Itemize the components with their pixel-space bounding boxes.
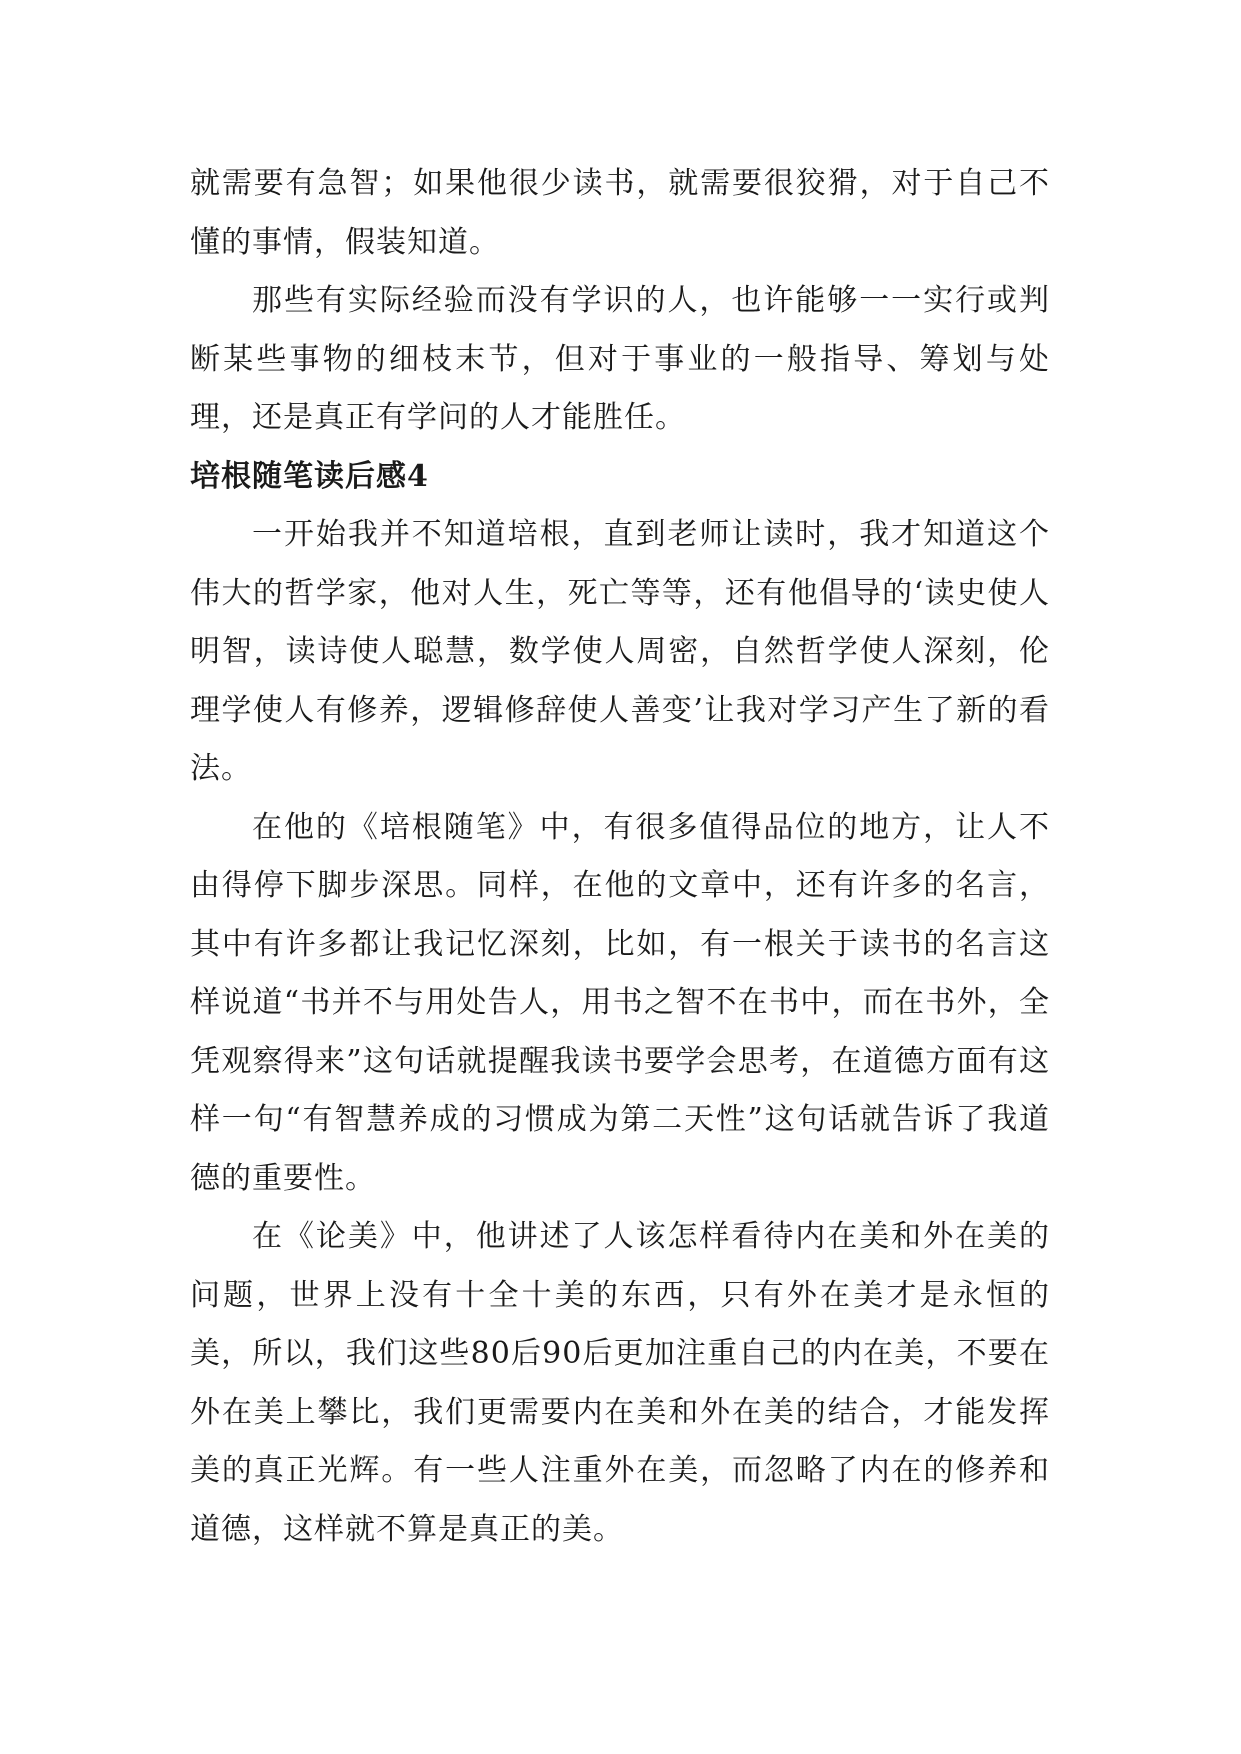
paragraph-experience: 那些有实际经验而没有学识的人，也许能够一一实行或判断某些事物的细枝末节，但对于事业的一般指导、筹划与处理，还是真正有学问的人才能胜任。 <box>190 283 1050 435</box>
paragraph-continued: 就需要有急智；如果他很少读书，就需要很狡猾，对于自己不懂的事情，假装知道。 <box>190 166 1050 260</box>
paragraph-intro: 一开始我并不知道培根，直到老师让读时，我才知道这个伟大的哲学家，他对人生，死亡等等，还有他倡导的‘读史使人明智，读诗使人聪慧，数学使人周密，自然哲学使人深刻，伦理学使人有修养，逻辑修辞使人善变’让我对学习产生了新的看法。 <box>190 517 1050 786</box>
document-body <box>190 155 1050 1559</box>
paragraph-beauty: 在《论美》中，他讲述了人该怎样看待内在美和外在美的问题，世界上没有十全十美的东西，只有外在美才是永恒的美，所以，我们这些80后90后更加注重自己的内在美，不要在外在美上攀比，我们更需要内在美和外在美的结合，才能发挥美的真正光辉。有一些人注重外在美，而忽略了内在的修养和道德，这样就不算是真正的美。 <box>190 1219 1050 1547</box>
section-heading: 培根随笔读后感4 <box>190 458 429 494</box>
paragraph-quotes: 在他的《培根随笔》中，有很多值得品位的地方，让人不由得停下脚步深思。同样，在他的文章中，还有许多的名言，其中有许多都让我记忆深刻，比如，有一根关于读书的名言这样说道“书并不与用处告人，用书之智不在书中，而在书外，全凭观察得来”这句话就提醒我读书要学会思考，在道德方面有这样一句“有智慧养成的习惯成为第二天性”这句话就告诉了我道德的重要性。 <box>190 809 1050 1196</box>
